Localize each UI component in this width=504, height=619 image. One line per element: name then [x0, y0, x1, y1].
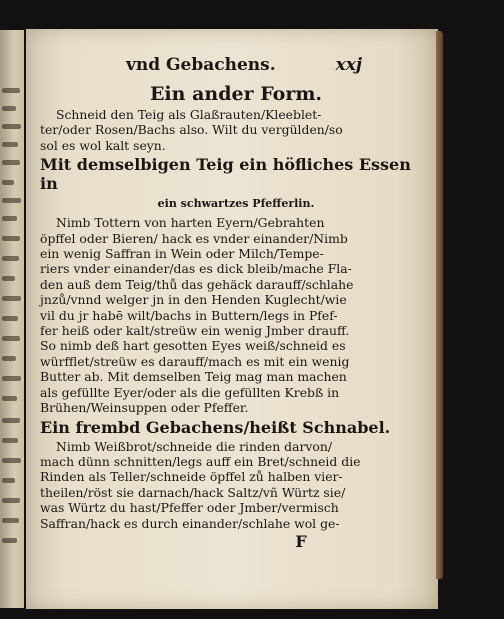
signature-mark: F: [295, 531, 307, 551]
section3-text: [40, 439, 432, 531]
text-line: Nimb Tottern von harten Eyern/Gebrahten: [56, 215, 325, 231]
running-header: [40, 55, 432, 81]
section1-text: [40, 107, 432, 153]
text-line: Rinden als Teller/schneide öpffel zů halben vier-: [40, 469, 343, 485]
running-title: vnd Gebachens.: [126, 55, 276, 75]
page-edge: [436, 31, 443, 579]
text-line: sol es wol kalt seyn.: [40, 137, 166, 153]
text-line: vil du jr habē wilt/bachs in Buttern/legs in Pfef-: [40, 307, 338, 323]
section1-heading: Ein ander Form.: [149, 83, 323, 105]
text-line: fer heiß oder kalt/streüw ein wenig Jmber drauff.: [40, 323, 350, 339]
text-line: theilen/röst sie darnach/hack Saltz/vñ Würtz sie/: [40, 484, 346, 500]
folio-number: xxj: [335, 55, 362, 75]
facing-page-edge: [0, 30, 24, 608]
text-line: Nimb Weißbrot/schneide die rinden darvon/: [56, 438, 333, 454]
text-line: ein wenig Saffran in Wein oder Milch/Tempe-: [40, 246, 324, 262]
page-text: [40, 55, 432, 551]
text-line: Brühen/Weinsuppen oder Pfeffer.: [40, 400, 249, 416]
text-line: ter/oder Rosen/Bachs also. Wilt du vergülden/so: [40, 122, 343, 138]
text-line: Schneid den Teig als Glaßrauten/Kleeblet-: [56, 107, 322, 122]
section2-subheading: ein schwartzes Pfefferlin.: [157, 197, 315, 211]
text-line: Saffran/hack es durch einander/schlahe wol ge-: [40, 515, 340, 531]
text-line: riers vnder einander/das es dick bleib/mache Fla-: [40, 261, 352, 277]
text-line: was Würtz du hast/Pfeffer oder Jmber/vermisch: [40, 500, 339, 516]
text-line: würfflet/streüw es darauff/mach es mit ein wenig: [40, 353, 350, 369]
text-line: mach dünn schnitten/legs auff ein Bret/schneid die: [40, 453, 361, 469]
text-line: als gefüllte Eyer/oder als die gefüllten Krebß in: [40, 384, 340, 400]
text-line: jnzů/vnnd welger jn in den Henden Kuglecht/wie: [40, 292, 347, 308]
section2-heading: Mit demselbigen Teig ein höfliches Essen in: [40, 155, 411, 194]
text-line: den auß dem Teig/thů das gehäck darauff/schlahe: [40, 276, 354, 292]
text-line: öpffel oder Bieren/ hack es vnder einander/Nimb: [40, 230, 348, 246]
section3-heading: Ein frembd Gebachens/heißt Schnabel.: [40, 417, 391, 437]
text-line: So nimb deß hart gesotten Eyes weiß/schneid es: [40, 338, 346, 354]
section2-text: [40, 215, 432, 415]
text-line: Butter ab. Mit demselben Teig mag man machen: [40, 369, 347, 385]
